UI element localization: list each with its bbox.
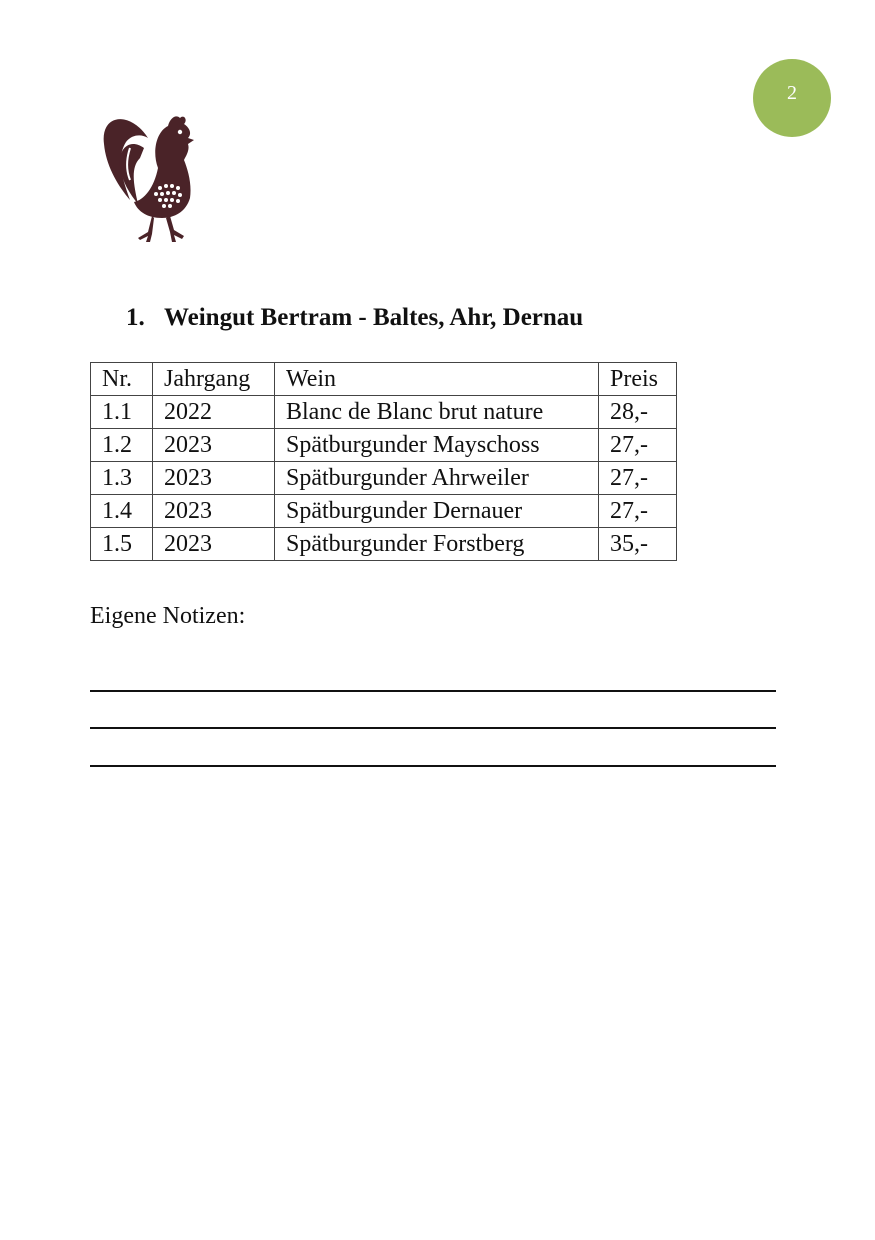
cell-nr: 1.1	[91, 396, 153, 429]
cell-nr: 1.5	[91, 528, 153, 561]
column-header-nr: Nr.	[91, 363, 153, 396]
column-header-wein: Wein	[275, 363, 599, 396]
cell-jahrgang: 2023	[153, 495, 275, 528]
cell-preis: 27,-	[599, 462, 677, 495]
notes-label: Eigene Notizen:	[90, 603, 246, 629]
table-row	[91, 462, 677, 495]
notes-line	[90, 690, 776, 692]
column-header-preis: Preis	[599, 363, 677, 396]
table-row	[91, 495, 677, 528]
cell-preis: 28,-	[599, 396, 677, 429]
cell-wein: Spätburgunder Forstberg	[275, 528, 599, 561]
cell-preis: 27,-	[599, 495, 677, 528]
section-number: 1.	[126, 304, 145, 331]
column-header-jahrgang: Jahrgang	[153, 363, 275, 396]
cell-jahrgang: 2023	[153, 528, 275, 561]
table-header-row	[91, 363, 677, 396]
cell-nr: 1.2	[91, 429, 153, 462]
cell-jahrgang: 2023	[153, 462, 275, 495]
page-number-badge	[753, 59, 831, 137]
wine-table	[90, 362, 677, 561]
cell-preis: 27,-	[599, 429, 677, 462]
cell-wein: Spätburgunder Dernauer	[275, 495, 599, 528]
cell-jahrgang: 2022	[153, 396, 275, 429]
cell-jahrgang: 2023	[153, 429, 275, 462]
cell-nr: 1.3	[91, 462, 153, 495]
section-title: Weingut Bertram - Baltes, Ahr, Dernau	[164, 304, 584, 331]
section-heading	[126, 304, 583, 332]
page-number: 2	[787, 82, 797, 104]
table-row	[91, 429, 677, 462]
cell-wein: Blanc de Blanc brut nature	[275, 396, 599, 429]
table-row	[91, 528, 677, 561]
notes-line	[90, 765, 776, 767]
cell-preis: 35,-	[599, 528, 677, 561]
cell-wein: Spätburgunder Ahrweiler	[275, 462, 599, 495]
table-row	[91, 396, 677, 429]
notes-line	[90, 727, 776, 729]
cell-wein: Spätburgunder Mayschoss	[275, 429, 599, 462]
cell-nr: 1.4	[91, 495, 153, 528]
rooster-icon	[100, 108, 196, 244]
